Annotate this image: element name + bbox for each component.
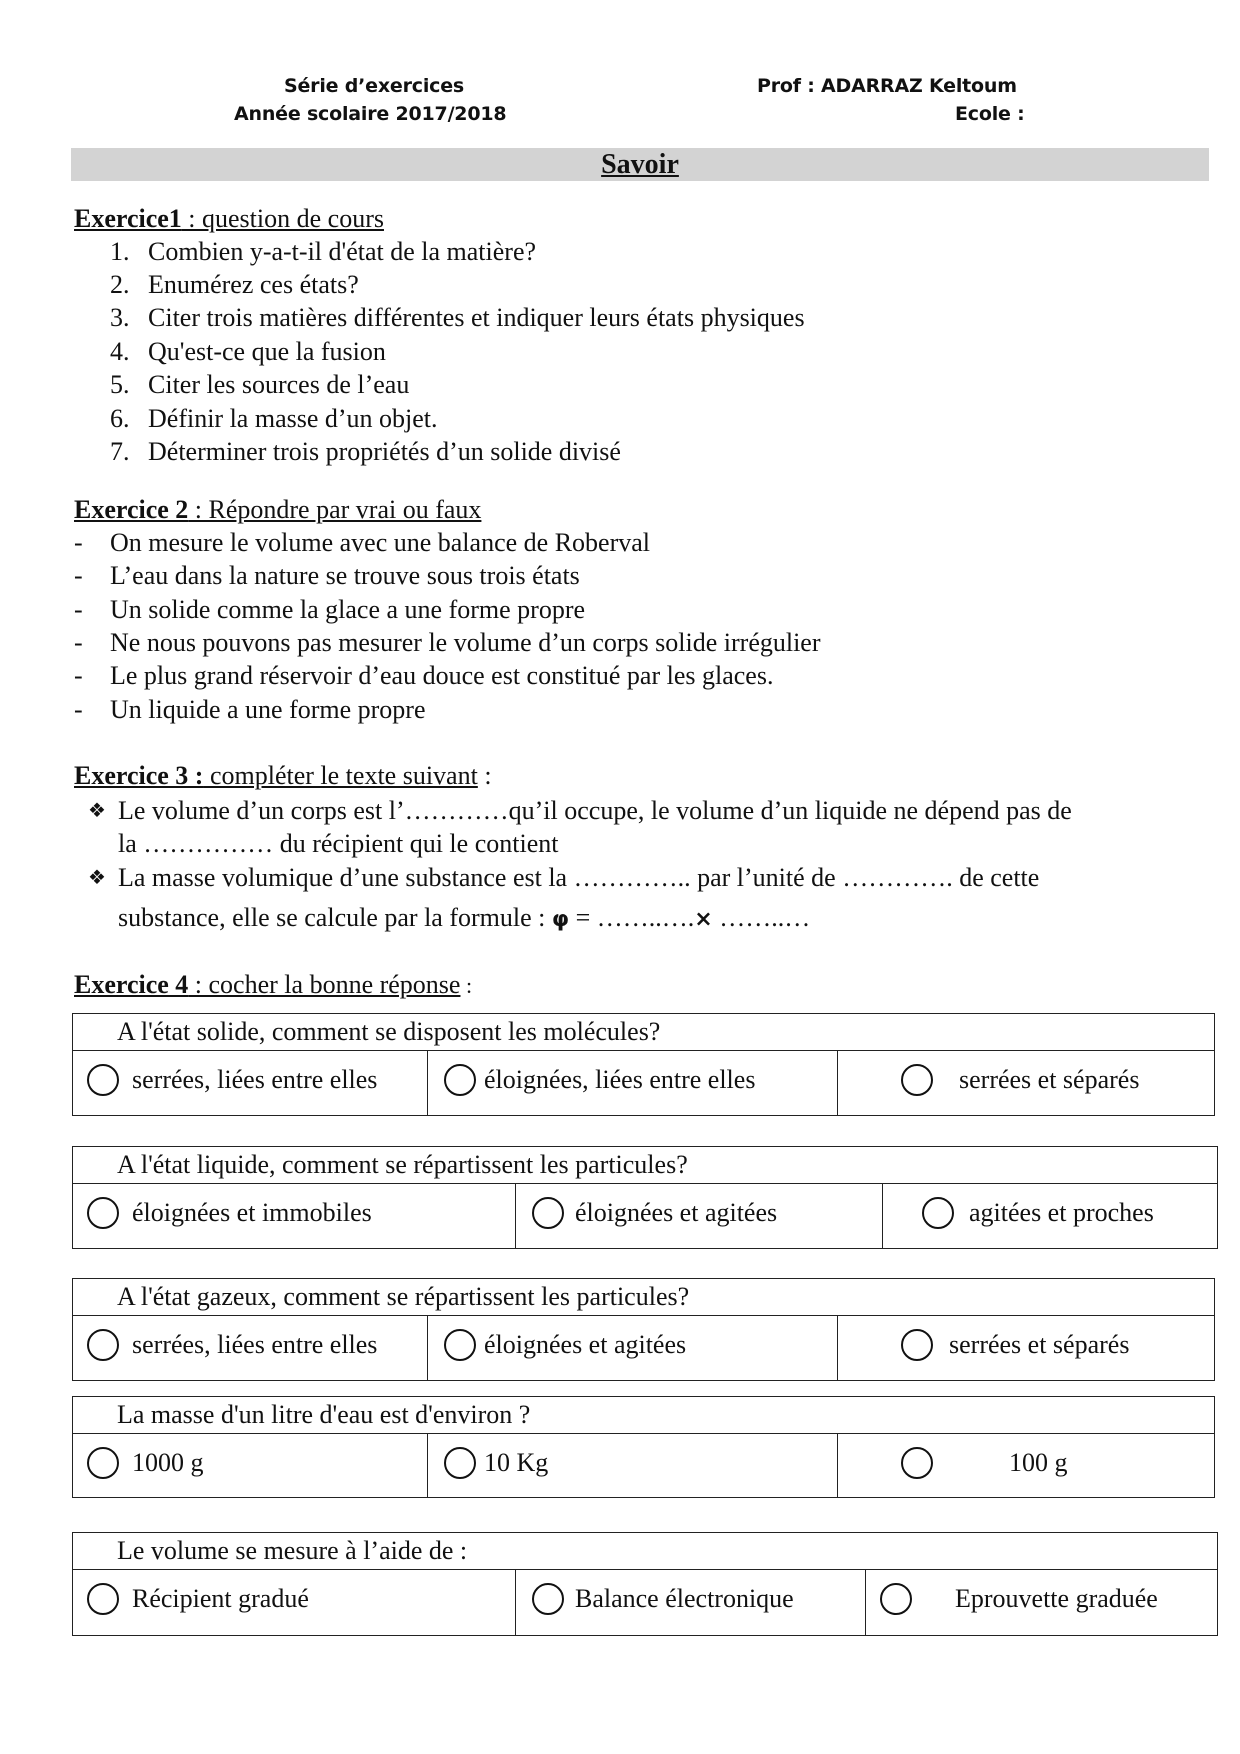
mcq-option[interactable] — [838, 1315, 1214, 1380]
radio-circle-icon[interactable] — [532, 1583, 564, 1615]
exercise-2-subtitle: : Répondre par vrai ou faux — [188, 495, 482, 524]
mcq-option-label: Eprouvette graduée — [955, 1584, 1158, 1613]
exercise-2-label: Exercice 2 — [74, 495, 189, 524]
statement-item: - Ne nous pouvons pas mesurer le volume d’un corps solide irrégulier — [74, 628, 821, 657]
statement-item: - L’eau dans la nature se trouve sous trois états — [74, 561, 580, 590]
exercise-3-title — [74, 760, 492, 792]
radio-circle-icon[interactable] — [444, 1329, 476, 1361]
radio-circle-icon[interactable] — [444, 1064, 476, 1096]
radio-circle-icon[interactable] — [87, 1064, 119, 1096]
radio-circle-icon[interactable] — [901, 1064, 933, 1096]
radio-circle-icon[interactable] — [87, 1329, 119, 1361]
question-number: 4. — [110, 337, 130, 366]
mcq-option-label: serrées, liées entre elles — [132, 1330, 378, 1359]
mcq-option[interactable] — [73, 1315, 428, 1380]
exercise-4-colon: : — [460, 973, 473, 998]
school-label: Ecole : — [955, 103, 1025, 125]
teacher-label: Prof : ADARRAZ Keltoum — [757, 75, 1017, 97]
mcq-option[interactable] — [516, 1569, 866, 1635]
diamond-bullet-icon: ❖ — [88, 798, 106, 822]
mcq-question-row — [73, 1014, 1214, 1051]
exercise-4-subtitle: : cocher la bonne réponse — [188, 970, 461, 999]
statement-item: - Un solide comme la glace a une forme propre — [74, 595, 586, 624]
question-text: Combien y-a-t-il d'état de la matière? — [148, 237, 537, 266]
formula-end: ……..… — [712, 903, 811, 932]
fill-in-text-1a: Le volume d’un corps est l’…………qu’il occupe, le volume d’un liquide ne dépend pas de — [118, 796, 1072, 825]
mcq-option-label: éloignées et agitées — [575, 1198, 778, 1227]
mcq-question-text: A l'état liquide, comment se répartissent les particules? — [117, 1150, 688, 1179]
statement-item: - Un liquide a une forme propre — [74, 695, 426, 724]
mcq-option[interactable] — [73, 1183, 516, 1248]
question-text: Définir la masse d’un objet. — [148, 404, 438, 433]
mcq-table — [72, 1278, 1215, 1381]
statement-text: Un solide comme la glace a une forme propre — [110, 595, 586, 624]
question-item — [110, 336, 386, 368]
question-item — [110, 436, 621, 468]
question-text: Citer les sources de l’eau — [148, 370, 410, 399]
phi-symbol: φ — [551, 907, 570, 932]
fill-in-bullet-1 — [88, 794, 1072, 827]
radio-circle-icon[interactable] — [922, 1197, 954, 1229]
radio-circle-icon[interactable] — [87, 1447, 119, 1479]
mcq-option-label: éloignées et agitées — [484, 1330, 687, 1359]
radio-circle-icon[interactable] — [880, 1583, 912, 1615]
mcq-option[interactable] — [516, 1183, 883, 1248]
question-text: Enumérez ces états? — [148, 270, 359, 299]
mcq-table — [72, 1532, 1218, 1636]
mcq-option[interactable] — [838, 1050, 1214, 1115]
mcq-option-label: Balance électronique — [575, 1584, 794, 1613]
mcq-option[interactable] — [73, 1050, 428, 1115]
exercise-1-subtitle: : question de cours — [181, 204, 384, 233]
mcq-option-label: 1000 g — [132, 1448, 204, 1477]
series-label: Série d’exercices — [284, 75, 465, 97]
fill-in-text-2a: La masse volumique d’une substance est la ………….. par l’unité de …………. de cette — [118, 863, 1040, 892]
mcq-question-text: A l'état gazeux, comment se répartissent les particules? — [117, 1282, 690, 1311]
section-title: Savoir — [601, 149, 679, 180]
question-number: 1. — [110, 237, 130, 266]
question-number: 5. — [110, 370, 130, 399]
fill-in-text-2b: substance, elle se calcule par la formule : — [118, 903, 552, 932]
mcq-question-row — [73, 1279, 1214, 1316]
radio-circle-icon[interactable] — [901, 1447, 933, 1479]
mcq-option-label: éloignées, liées entre elles — [484, 1065, 756, 1094]
fill-in-formula-line — [118, 902, 810, 936]
mcq-option-label: 100 g — [1009, 1448, 1068, 1477]
mcq-option-label: Récipient gradué — [132, 1584, 309, 1613]
mcq-question-text: Le volume se mesure à l’aide de : — [117, 1536, 468, 1565]
question-item — [110, 302, 805, 334]
mcq-option[interactable] — [428, 1433, 838, 1497]
diamond-bullet-icon: ❖ — [88, 865, 106, 889]
question-item — [110, 269, 359, 301]
radio-circle-icon[interactable] — [87, 1197, 119, 1229]
exercise-3-label: Exercice 3 : — [74, 761, 204, 790]
mcq-table — [72, 1146, 1218, 1249]
statement-text: Un liquide a une forme propre — [110, 695, 426, 724]
question-number: 7. — [110, 437, 130, 466]
statement-item: - Le plus grand réservoir d’eau douce est constitué par les glaces. — [74, 661, 774, 690]
exercise-2-title — [74, 494, 481, 526]
school-year-label: Année scolaire 2017/2018 — [234, 103, 507, 125]
mcq-option[interactable] — [866, 1569, 1217, 1635]
radio-circle-icon[interactable] — [532, 1197, 564, 1229]
statement-text: Le plus grand réservoir d’eau douce est constitué par les glaces. — [110, 661, 774, 690]
question-text: Déterminer trois propriétés d’un solide divisé — [148, 437, 621, 466]
statement-text: L’eau dans la nature se trouve sous trois états — [110, 561, 580, 590]
section-band — [71, 148, 1209, 181]
exercise-4-label: Exercice 4 — [74, 970, 189, 999]
mcq-option-label: 10 Kg — [484, 1448, 549, 1477]
times-symbol: × — [694, 907, 713, 932]
statement-text: Ne nous pouvons pas mesurer le volume d’un corps solide irrégulier — [110, 628, 821, 657]
exercise-4-title — [74, 969, 472, 1002]
exercise-3-colon: : — [477, 761, 492, 790]
exercise-3-subtitle: compléter le texte suivant — [203, 761, 478, 790]
statement-text: On mesure le volume avec une balance de Roberval — [110, 528, 650, 557]
fill-in-text-1b: la …………… du récipient qui le contient — [118, 829, 559, 858]
formula-equals: = ……..…. — [569, 903, 695, 932]
mcq-option-label: serrées et séparés — [949, 1330, 1130, 1359]
question-number: 2. — [110, 270, 130, 299]
question-text: Qu'est-ce que la fusion — [148, 337, 386, 366]
mcq-option[interactable] — [73, 1569, 516, 1635]
mcq-table — [72, 1396, 1215, 1498]
mcq-option[interactable] — [883, 1183, 1217, 1248]
mcq-option-label: serrées, liées entre elles — [132, 1065, 378, 1094]
mcq-option[interactable] — [428, 1050, 838, 1115]
statement-item: - On mesure le volume avec une balance de Roberval — [74, 528, 650, 557]
mcq-table — [72, 1013, 1215, 1116]
mcq-option-label: agitées et proches — [969, 1198, 1154, 1227]
fill-in-bullet-2 — [88, 861, 1039, 894]
question-item — [110, 403, 438, 435]
mcq-question-text: A l'état solide, comment se disposent les molécules? — [117, 1017, 661, 1046]
question-item — [110, 236, 536, 268]
mcq-question-row — [73, 1397, 1214, 1434]
radio-circle-icon[interactable] — [87, 1583, 119, 1615]
question-item — [110, 369, 409, 401]
exercise-1-title — [74, 203, 384, 235]
mcq-option[interactable] — [73, 1433, 428, 1497]
radio-circle-icon[interactable] — [901, 1329, 933, 1361]
mcq-option[interactable] — [838, 1433, 1214, 1497]
mcq-question-row — [73, 1533, 1217, 1570]
mcq-question-text: La masse d'un litre d'eau est d'environ ? — [117, 1400, 531, 1429]
mcq-option[interactable] — [428, 1315, 838, 1380]
mcq-option-label: serrées et séparés — [959, 1065, 1140, 1094]
mcq-option-label: éloignées et immobiles — [132, 1198, 372, 1227]
question-number: 6. — [110, 404, 130, 433]
question-text: Citer trois matières différentes et indiquer leurs états physiques — [148, 303, 805, 332]
radio-circle-icon[interactable] — [444, 1447, 476, 1479]
question-number: 3. — [110, 303, 130, 332]
mcq-question-row — [73, 1147, 1217, 1184]
exercise-1-label: Exercice1 — [74, 204, 182, 233]
